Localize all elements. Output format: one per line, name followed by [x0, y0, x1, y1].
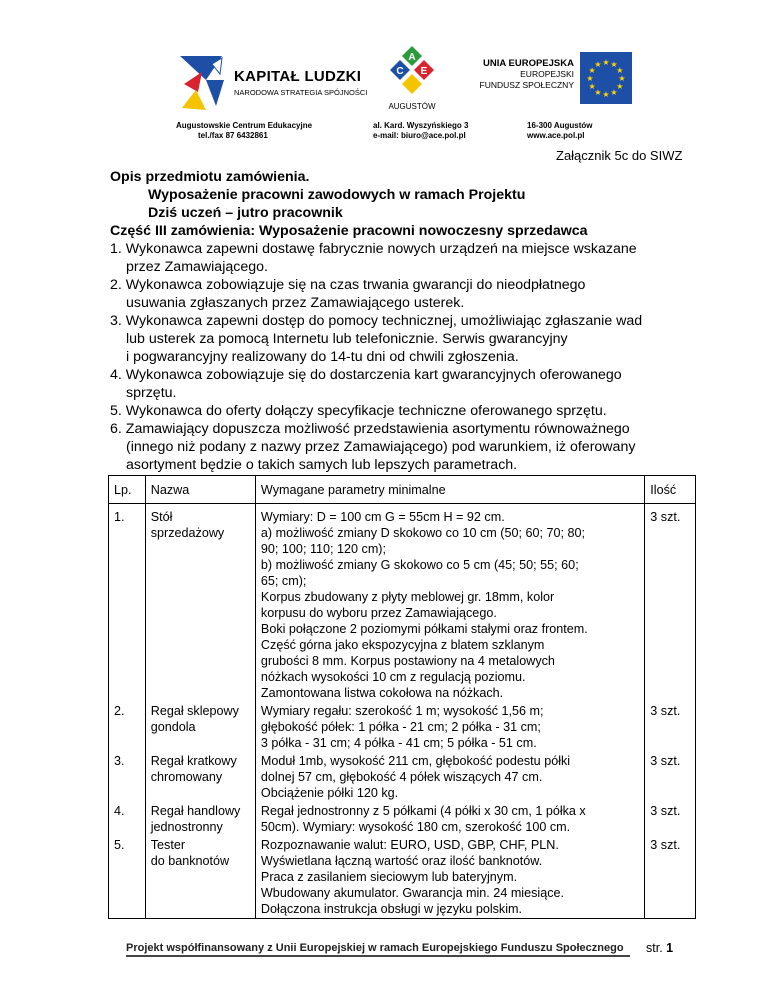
column-header-qty: Ilość [645, 476, 696, 504]
cell-params-line: Praca z zasilaniem sieciowym lub bateryjnym. [260, 870, 518, 884]
column-header-lp: Lp. [109, 476, 146, 504]
cell-name-line: chromowany [150, 770, 223, 784]
cell-params [255, 802, 644, 836]
cell-params-line: głębokość półek: 1 półka - 21 cm; 2 półka - 31 cm; [260, 720, 541, 734]
cell-lp: 3. [109, 752, 146, 802]
page-number [646, 941, 673, 955]
footer-text: Projekt współfinansowany z Unii Europejskiej w ramach Europejskiego Funduszu Społecznego [126, 942, 624, 954]
cell-params-line: Wymiary: D = 100 cm G = 55cm H = 92 cm. [260, 510, 505, 524]
ace-letter-e: E [420, 66, 428, 77]
eu-star-icon: ★ [588, 66, 596, 75]
cell-params-line: Dołączona instrukcja obsługi w języku polskim. [260, 902, 523, 916]
cell-params-line: 65; cm); [260, 574, 307, 588]
ace-logo [376, 46, 448, 112]
column-header-params: Wymagane parametry minimalne [255, 476, 644, 504]
eu-star-icon: ★ [586, 74, 594, 83]
cell-name-line: sprzedażowy [150, 526, 225, 540]
ue-line-1: UNIA EUROPEJSKA [483, 58, 574, 69]
eu-flag-icon [580, 52, 632, 104]
eu-star-icon: ★ [616, 66, 624, 75]
address-2-line-2: e-mail: biuro@ace.pol.pl [373, 131, 466, 140]
address-1-line-1: Augustowskie Centrum Edukacyjne [176, 121, 313, 130]
cell-name-line: Stół [150, 510, 173, 524]
condition-1-line-2: przez Zamawiającego. [126, 259, 268, 275]
cell-name [145, 504, 255, 703]
condition-1-line-1: 1. Wykonawca zapewni dostawę fabrycznie nowych urządzeń na miejsce wskazane [110, 241, 637, 257]
eu-star-icon: ★ [594, 60, 602, 70]
ue-line-2: EUROPEJSKI [520, 69, 574, 79]
cell-params-line: Boki połączone 2 poziomymi półkami stałymi oraz frontem. [260, 622, 588, 636]
eu-star-icon: ★ [610, 60, 618, 70]
kapital-ludzki-title: KAPITAŁ LUDZKI [234, 68, 362, 85]
condition-4-line-1: 4. Wykonawca zobowiązuje się do dostarczenia kart gwarancyjnych oferowanego [110, 367, 622, 383]
condition-item-5 [110, 402, 696, 420]
cell-qty: 3 szt. [645, 836, 696, 919]
address-block-3 [527, 121, 593, 141]
eu-star-icon: ★ [616, 82, 624, 91]
kapital-ludzki-subtitle: NARODOWA STRATEGIA SPÓJNOŚCI [234, 88, 368, 97]
cell-params [255, 702, 644, 752]
table-row [109, 802, 696, 836]
cell-name-line: Regał sklepowy [150, 704, 239, 718]
condition-6-line-2: (innego niż podany z nazwy przez Zamawiającego) pod warunkiem, iż oferowany [126, 439, 636, 455]
ace-letter-c: C [396, 66, 404, 77]
address-3-line-1: 16-300 Augustów [527, 121, 593, 130]
table-row [109, 702, 696, 752]
cell-params [255, 836, 644, 919]
document-part: Część III zamówienia: Wyposażenie pracowni nowoczesny sprzedawca [110, 223, 588, 239]
cell-name-line: do banknotów [150, 854, 230, 868]
condition-2-line-1: 2. Wykonawca zobowiązuje się na czas trwania gwarancji do nieodpłatnego [110, 277, 586, 293]
cell-params [255, 752, 644, 802]
document-title: Opis przedmiotu zamówienia. [110, 169, 310, 185]
condition-item-1 [110, 240, 696, 276]
cell-name-line: jednostronny [150, 820, 223, 834]
page-number-value: 1 [666, 941, 674, 955]
table-row [109, 836, 696, 919]
cell-params-line: Moduł 1mb, wysokość 211 cm, głębokość podestu półki [260, 754, 571, 768]
condition-6-line-1: 6. Zamawiający dopuszcza możliwość przedstawienia asortymentu równoważnego [110, 421, 630, 437]
cell-name-line: gondola [150, 720, 196, 734]
cell-params-line: dolnej 57 cm, głębokość 4 półek wiszących 47 cm. [260, 770, 543, 784]
kapital-ludzki-mark-icon [176, 50, 234, 114]
footer-divider [126, 955, 630, 957]
requirements-table [108, 475, 696, 919]
cell-name [145, 836, 255, 919]
address-2-line-1: al. Kard. Wyszyńskiego 3 [373, 121, 469, 130]
cell-qty: 3 szt. [645, 702, 696, 752]
eu-star-icon: ★ [602, 58, 610, 67]
cell-lp: 1. [109, 504, 146, 703]
cell-params-line: 90; 100; 110; 120 cm); [260, 542, 387, 556]
cell-params-line: grubości 8 mm. Korpus postawiony na 4 metalowych [260, 654, 555, 668]
document-subtitle-2: Dziś uczeń – jutro pracownik [148, 205, 343, 221]
eu-star-icon: ★ [602, 90, 610, 99]
cell-params-line: Rozpoznawanie walut: EURO, USD, GBP, CHF, PLN. [260, 838, 559, 852]
table-row [109, 752, 696, 802]
cell-lp: 4. [109, 802, 146, 836]
eu-star-icon: ★ [588, 82, 596, 91]
cell-params-line: korpusu do wyboru przez Zamawiającego. [260, 606, 497, 620]
cell-lp: 2. [109, 702, 146, 752]
cell-params-line: Korpus zbudowany z płyty meblowej gr. 18mm, kolor [260, 590, 555, 604]
cell-qty: 3 szt. [645, 802, 696, 836]
cell-params-line: Wbudowany akumulator. Gwarancja min. 24 miesiące. [260, 886, 565, 900]
cell-params-line: nóżkach wysokości 10 cm z regulacją poziomu. [260, 670, 526, 684]
cell-params-line: Część górna jako ekspozycyjna z blatem szklanym [260, 638, 545, 652]
cell-name [145, 802, 255, 836]
address-3-line-2: www.ace.pol.pl [527, 131, 585, 140]
condition-item-4 [110, 366, 696, 402]
cell-name [145, 752, 255, 802]
cell-params-line: Obciążenie półki 120 kg. [260, 786, 399, 800]
cell-lp: 5. [109, 836, 146, 919]
condition-item-6 [110, 420, 696, 474]
address-1-line-2: tel./fax 87 6432861 [198, 131, 268, 140]
condition-4-line-2: sprzętu. [126, 385, 177, 401]
ace-letter-a: A [408, 52, 416, 63]
cell-params-line: Zamontowana listwa cokołowa na nóżkach. [260, 686, 504, 700]
page-label: str. [646, 941, 663, 955]
cell-name-line: Regał handlowy [150, 804, 241, 818]
column-header-name: Nazwa [145, 476, 255, 504]
cell-name-line: Tester [150, 838, 186, 852]
table-header-row [109, 476, 696, 504]
eu-star-icon: ★ [610, 87, 618, 97]
ue-line-3: FUNDUSZ SPOŁECZNY [479, 80, 574, 90]
kapital-ludzki-logo [176, 50, 374, 114]
document-intro [110, 168, 696, 474]
table-row [109, 504, 696, 703]
cell-params-line: 3 półka - 31 cm; 4 półka - 41 cm; 5 półka - 51 cm. [260, 736, 537, 750]
condition-3-line-2: lub usterek za pomocą Internetu lub telefonicznie. Serwis gwarancyjny [126, 331, 568, 347]
cell-params-line: Wymiary regału: szerokość 1 m; wysokość 1,56 m; [260, 704, 544, 718]
cell-name [145, 702, 255, 752]
cell-params [255, 504, 644, 703]
cell-params-line: Wyświetlana łączną wartość oraz ilość banknotów. [260, 854, 543, 868]
ace-city: AUGUSTÓW [388, 102, 436, 111]
eu-star-icon: ★ [594, 87, 602, 97]
ace-diamonds-icon [388, 46, 436, 100]
table-body [109, 504, 696, 919]
ue-text [458, 58, 574, 91]
address-block-2 [373, 121, 468, 141]
cell-params-line: a) możliwość zmiany D skokowo co 10 cm (50; 60; 70; 80; [260, 526, 585, 540]
cell-name-line: Regał kratkowy [150, 754, 237, 768]
cell-params-line: b) możliwość zmiany G skokowo co 5 cm (45; 50; 55; 60; [260, 558, 579, 572]
condition-6-line-3: asortyment będzie o takich samych lub lepszych parametrach. [126, 457, 518, 473]
cell-qty: 3 szt. [645, 752, 696, 802]
condition-item-2 [110, 276, 696, 312]
condition-5-line-1: 5. Wykonawca do oferty dołączy specyfikacje techniczne oferowanego sprzętu. [110, 403, 607, 419]
document-subtitle-1: Wyposażenie pracowni zawodowych w ramach Projektu [148, 187, 526, 203]
condition-2-line-2: usuwania zgłaszanych przez Zamawiającego usterek. [126, 295, 465, 311]
cell-params-line: Regał jednostronny z 5 półkami (4 półki x 30 cm, 1 półka x [260, 804, 586, 818]
condition-item-3 [110, 312, 696, 366]
condition-3-line-1: 3. Wykonawca zapewni dostęp do pomocy technicznej, umożliwiając zgłaszanie wad [110, 313, 643, 329]
annex-label: Załącznik 5c do SIWZ [556, 148, 683, 163]
eu-star-icon: ★ [618, 74, 626, 83]
cell-params-line: 50cm). Wymiary: wysokość 180 cm, szerokość 100 cm. [260, 820, 571, 834]
cell-qty: 3 szt. [645, 504, 696, 703]
address-block-1 [176, 121, 312, 141]
condition-3-line-3: i pogwarancyjny realizowany do 14-tu dni od chwili zgłoszenia. [126, 349, 519, 365]
